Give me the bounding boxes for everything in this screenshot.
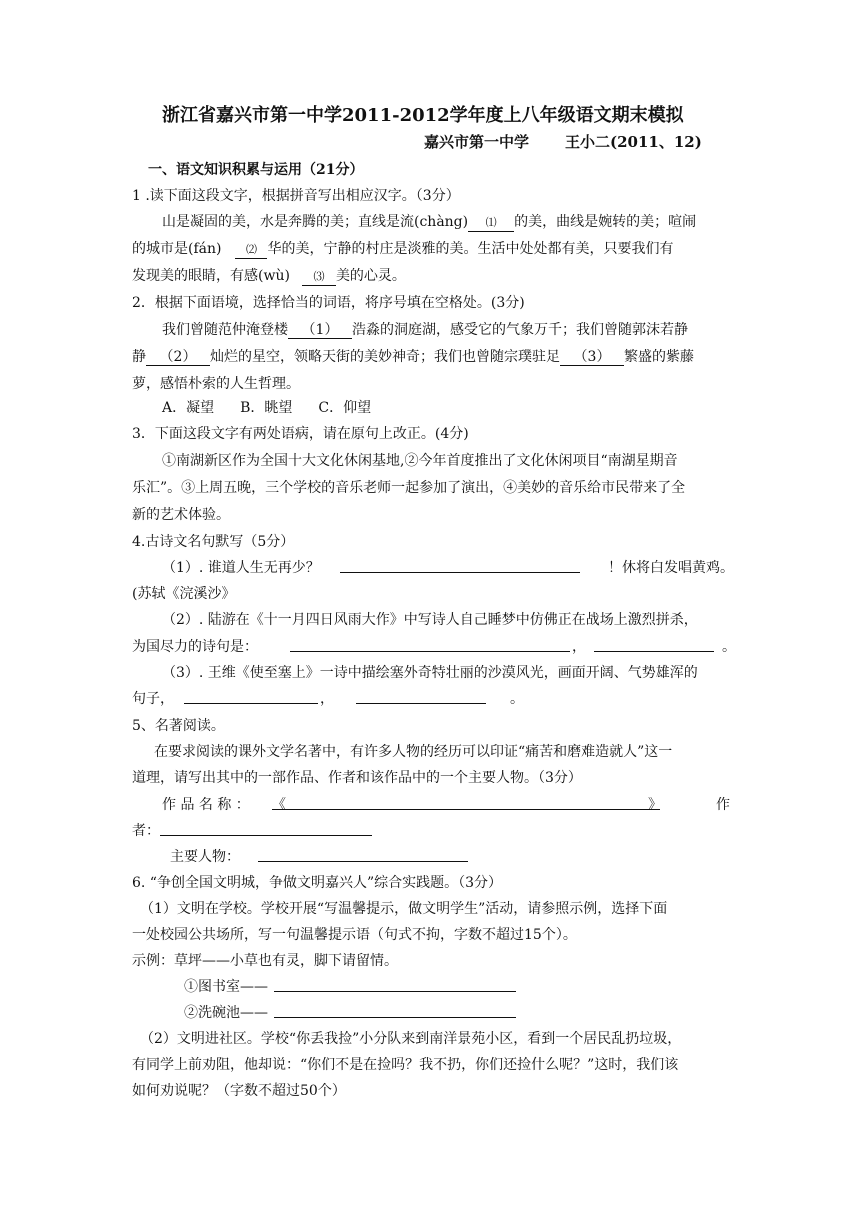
q2-stem: 2．根据下面语境，选择恰当的词语，将序号填在空格处。(3分) xyxy=(132,295,525,311)
q6-item-library: ①图书室—— xyxy=(184,979,268,995)
q1-blank-3: ⑶ xyxy=(302,269,336,286)
document-title: 浙江省嘉兴市第一中学2011-2012学年度上八年级语文期末模拟 xyxy=(162,105,684,126)
q5-line1: 在要求阅读的课外文学名著中，有许多人物的经历可以印证“痛苦和磨难造就人”这一 xyxy=(154,744,673,760)
section-heading: 一、语文知识积累与运用（21分） xyxy=(148,162,364,178)
q2-option-a: A．凝望 xyxy=(162,400,215,416)
q5-close-quote: 》 xyxy=(648,797,662,813)
document-byline xyxy=(424,131,702,153)
q6-item-sink-answer-line[interactable] xyxy=(274,1017,516,1018)
q5-author-answer-line[interactable] xyxy=(160,835,372,836)
q4-p2-end: 。 xyxy=(722,639,736,655)
q4-p3-line1: （3）. 王维《使至塞上》一诗中描绘塞外奇特壮丽的沙漠风光，画面开阔、气势雄浑的 xyxy=(162,665,698,681)
q6-p2-line3: 如何劝说呢？（字数不超过50个） xyxy=(132,1083,346,1099)
q6-p2-line1: （2）文明进社区。学校“你丢我捡”小分队来到南洋景苑小区，看到一个居民乱扔垃圾， xyxy=(140,1031,682,1047)
q5-line2: 道理，请写出其中的一部作品、作者和该作品中的一个主要人物。（3分） xyxy=(132,770,582,786)
q2-blank-1: （1） xyxy=(288,322,352,339)
q2-line2: 静 （2） 灿烂的星空，领略天街的美妙神奇；我们也曾随宗璞驻足 （3） 繁盛的紫藤 xyxy=(132,349,694,365)
q2-options xyxy=(162,398,371,418)
q1-blank-2: ⑵ xyxy=(235,242,267,259)
q2-option-c: C．仰望 xyxy=(318,400,372,416)
q2-option-b: B．眺望 xyxy=(240,400,293,416)
q1-line2: 的城市是(fán) ⑵ 华的美，宁静的村庄是淡雅的美。生活中处处都有美，只要我们有 xyxy=(132,241,674,257)
q4-p3-comma: ， xyxy=(320,691,334,707)
q2-line1: 我们曾随范仲淹登楼 （1） 浩淼的洞庭湖，感受它的气象万千；我们曾随郭沫若静 xyxy=(162,322,688,338)
q1-stem: 1 .读下面这段文字，根据拼音写出相应汉字。（3分） xyxy=(132,188,460,204)
q4-p3-prompt: 句子， xyxy=(132,691,174,707)
q4-p2-line1: （2）. 陆游在《十一月四日风雨大作》中写诗人自己睡梦中仿佛正在战场上激烈拼杀， xyxy=(162,612,698,628)
q5-work-label: 作 品 名 称 ： xyxy=(162,797,250,813)
q1-blank-1: ⑴ xyxy=(468,215,514,232)
q6-p1-line1: （1）文明在学校。学校开展“写温馨提示，做文明学生”活动，请参照示例，选择下面 xyxy=(140,901,668,917)
q6-item-sink: ②洗碗池—— xyxy=(184,1005,268,1021)
q4-p2-answer-line-2[interactable] xyxy=(594,651,714,652)
q5-author-label-a: 作 xyxy=(716,797,730,813)
q1-line1: 山是凝固的美，水是奔腾的美；直线是流(chàng) ⑴ 的美，曲线是婉转的美；喧闹 xyxy=(162,214,697,230)
author-date: 王小二(2011、12) xyxy=(565,133,702,151)
q6-p1-line2: 一处校园公共场所，写一句温馨提示语（句式不拘，字数不超过15个）。 xyxy=(132,927,577,943)
q6-item-library-answer-line[interactable] xyxy=(274,991,516,992)
q4-p1-answer-line[interactable] xyxy=(340,572,580,573)
q4-stem: 4.古诗文名句默写（5分） xyxy=(132,534,295,550)
q3-line3: 新的艺术体验。 xyxy=(132,507,230,523)
q5-work-answer-line[interactable] xyxy=(272,809,660,810)
q3-stem: 3．下面这段文字有两处语病，请在原句上改正。(4分) xyxy=(132,426,469,442)
q6-p2-line2: 有同学上前劝阻，他却说：“你们不是在捡吗？我不扔，你们还捡什么呢？”这时，我们该 xyxy=(132,1057,679,1073)
q6-stem: 6. “争创全国文明城，争做文明嘉兴人”综合实践题。（3分） xyxy=(132,875,503,891)
q4-p1-prompt: （1）. 谁道人生无再少？ xyxy=(162,560,320,576)
q4-p2-answer-line-1[interactable] xyxy=(290,651,570,652)
q4-p1-source: (苏轼《浣溪沙》 xyxy=(132,586,236,602)
school-name: 嘉兴市第一中学 xyxy=(424,133,530,151)
q2-blank-3: （3） xyxy=(560,349,624,366)
q5-open-quote: 《 xyxy=(272,797,286,813)
q2-line3: 萝，感悟朴索的人生哲理。 xyxy=(132,376,300,392)
q5-character-answer-line[interactable] xyxy=(258,861,468,862)
q4-p3-end: 。 xyxy=(510,691,524,707)
q6-example: 示例：草坪——小草也有灵，脚下请留情。 xyxy=(132,953,398,969)
q4-p3-answer-line-1[interactable] xyxy=(184,703,318,704)
q1-line3: 发现美的眼睛，有感(wù) ⑶ 美的心灵。 xyxy=(132,268,406,284)
q5-stem: 5、名著阅读。 xyxy=(132,718,225,734)
q4-p2-prompt: 为国尽力的诗句是： xyxy=(132,639,258,655)
q4-p3-answer-line-2[interactable] xyxy=(356,703,486,704)
q5-character-label: 主要人物： xyxy=(170,849,240,865)
q3-line1: ①南湖新区作为全国十大文化休闲基地,②今年首度推出了文化休闲项目“南湖星期音 xyxy=(162,453,678,469)
q2-blank-2: （2） xyxy=(146,349,210,366)
q4-p1-tail: ！休将白发唱黄鸡。 xyxy=(608,560,734,576)
q3-line2: 乐汇”。③上周五晚，三个学校的音乐老师一起参加了演出，④美妙的音乐给市民带来了全 xyxy=(132,480,686,496)
q5-author-label-b: 者： xyxy=(132,823,160,839)
q4-p2-comma: ， xyxy=(572,639,586,655)
